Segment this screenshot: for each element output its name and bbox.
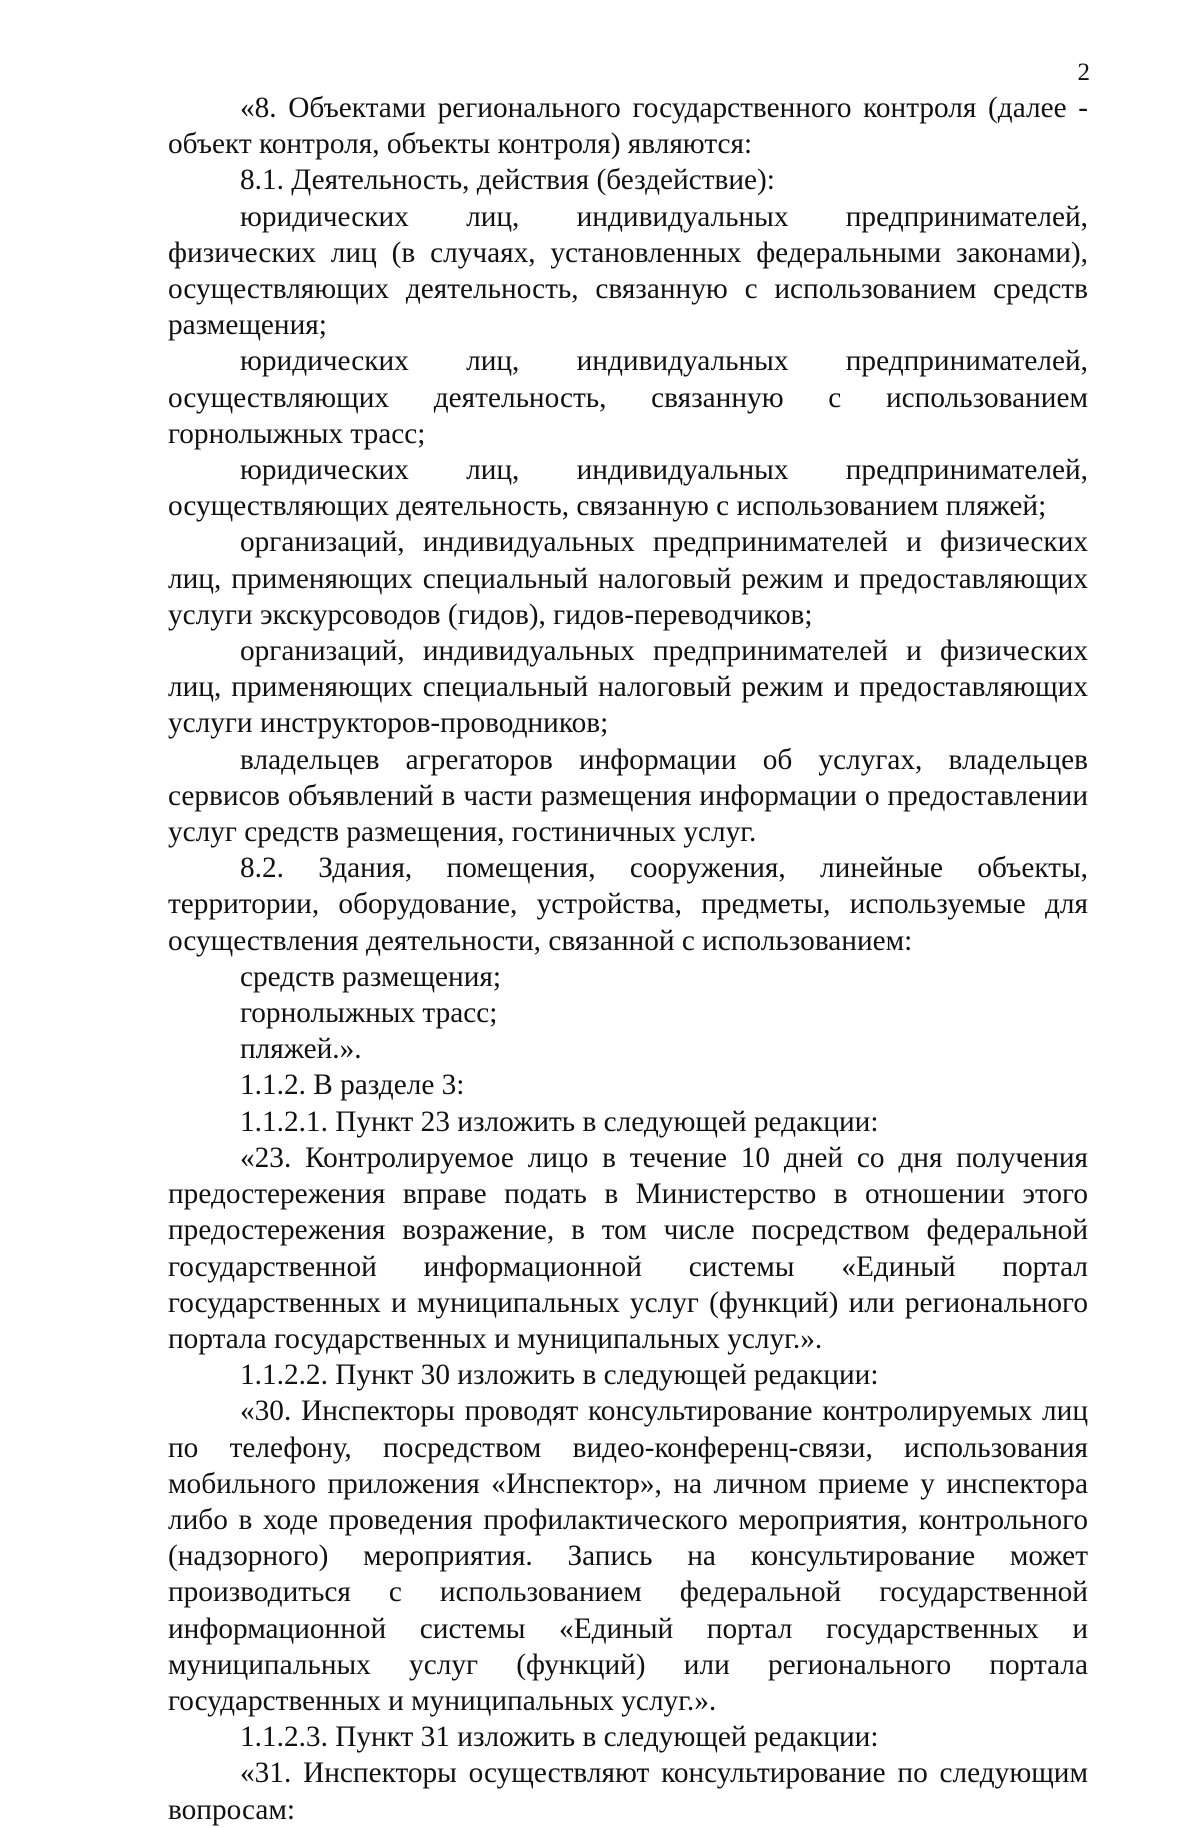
list-item: юридических лиц, индивидуальных предпринимателей, осуществляющих деятельность, связанную с использованием пляжей; [168,454,1088,523]
section-heading: 1.1.2. В разделе 3: [240,1069,465,1102]
list-item: владельцев агрегаторов информации об услугах, владельцев сервисов объявлений в части размещения информации о предоставлении услуг средств размещения, гостиничных услуг. [168,743,1088,849]
list-item: организаций, индивидуальных предпринимателей и физических лиц, применяющих специальный налоговый режим и предоставляющих услуги экскурсоводов (гидов), гидов-переводчиков; [168,526,1088,631]
page-number: 2 [1077,59,1090,86]
clause-heading: 1.1.2.1. Пункт 23 изложить в следующей редакции: [240,1105,879,1138]
clause-heading: 1.1.2.3. Пункт 31 изложить в следующей редакции: [240,1721,879,1754]
paragraph-8-1-heading: 8.1. Деятельность, действия (бездействие): [240,164,775,197]
paragraph-8-intro: «8. Объектами регионального государственного контроля (далее - объект контроля, объекты контроля) являются: [168,92,1088,161]
list-item: пляжей.». [240,1033,362,1066]
paragraph-31: «31. Инспекторы осуществляют консультирование по следующим вопросам: [168,1757,1088,1826]
list-item: организаций, индивидуальных предпринимателей и физических лиц, применяющих специальный налоговый режим и предоставляющих услуги инструкторов-проводников; [168,635,1088,740]
paragraph-8-2: 8.2. Здания, помещения, сооружения, линейные объекты, территории, оборудование, устройства, предметы, используемые для осуществления деятельности, связанной с использованием: [168,852,1088,957]
list-item: юридических лиц, индивидуальных предпринимателей, физических лиц (в случаях, установленных федеральными законами), осуществляющих деятельность, связанную с использованием средств размещения; [168,200,1088,342]
document-body [168,90,1088,1828]
paragraph-23: «23. Контролируемое лицо в течение 10 дней со дня получения предостережения вправе подать в Министерство в отношении этого предостережения возражение, в том числе посредством федеральной государственной информационной системы «Единый портал государственных и муниципальных услуг (функций) или регионального портала государственных и муниципальных услуг.». [168,1141,1088,1355]
clause-heading: 1.1.2.2. Пункт 30 изложить в следующей редакции: [240,1359,879,1392]
paragraph-30: «30. Инспекторы проводят консультирование контролируемых лиц по телефону, посредством видео-конференц-связи, использования мобильного приложения «Инспектор», на личном приеме у инспектора либо в ходе проведения профилактического мероприятия, контрольного (надзорного) мероприятия. Запись на консультирование может производиться с использованием федеральной государственной информационной системы «Единый портал государственных и муниципальных услуг (функций) или регионального портала государственных и муниципальных услуг.». [168,1395,1088,1717]
list-item: средств размещения; [240,960,502,993]
list-item: горнолыжных трасс; [240,997,498,1030]
list-item: юридических лиц, индивидуальных предпринимателей, осуществляющих деятельность, связанную с использованием горнолыжных трасс; [168,345,1088,450]
